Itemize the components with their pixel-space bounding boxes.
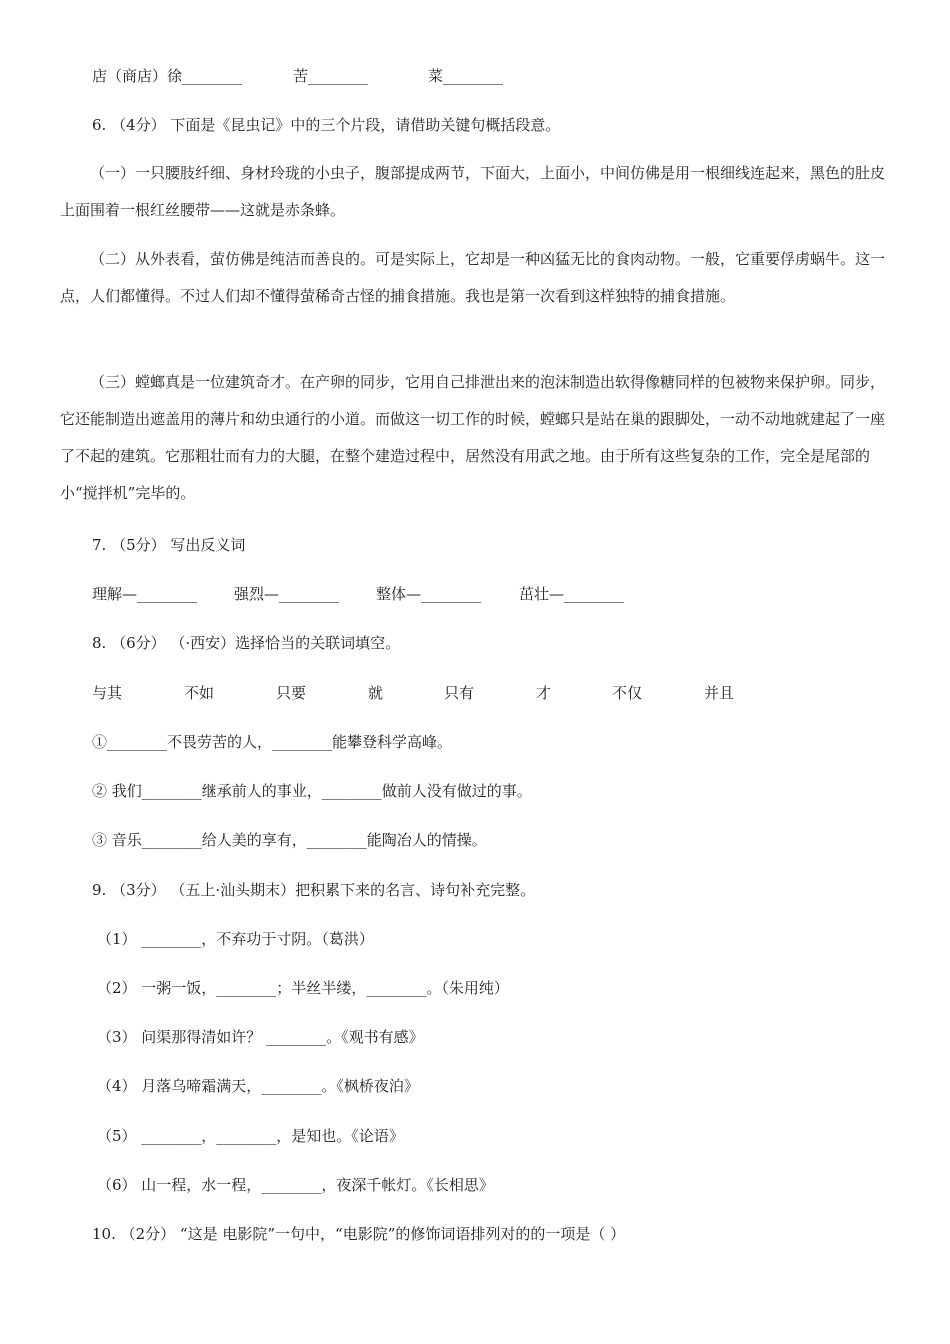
q8-word-6: 才 — [536, 684, 552, 702]
q6-paragraph-2-text: （二）从外表看，萤仿佛是纯洁而善良的。可是实际上，它却是一种凶猛无比的食肉动物。一般，它重要俘虏蜗牛。这一点，人们都懂得。不过人们却不懂得萤稀奇古怪的捕食措施。我也是第一次看到这样独特的捕食措施。 — [60, 250, 886, 305]
q5-blank-3: 菜________ — [428, 67, 504, 85]
q6-paragraph-1-text: （一）一只腰肢纤细、身材玲珑的小虫子，腹部提成两节，下面大，上面小，中间仿佛是用一根细线连起来，黑色的肚皮上面围着一根红丝腰带——这就是赤条蜂。 — [60, 164, 886, 219]
q7-antonym-2: 强烈—________ — [234, 585, 340, 603]
q9-header: 9. （3分） （五上·汕头期末）把积累下来的名言、诗句补充完整。 — [92, 881, 536, 899]
q8-word-2: 不如 — [184, 684, 215, 702]
q5-blank-2: 苦________ — [293, 67, 369, 85]
q7-antonym-3: 整体—________ — [376, 585, 482, 603]
q6-paragraph-3-text: （三）螳螂真是一位建筑奇才。在产卵的同步，它用自己排泄出来的泡沫制造出软得像糖同样的包被物来保护卵。同步，它还能制造出遮盖用的薄片和幼虫通行的小道。而做这一切工作的时候，螳螂只是站在巢的跟脚处，一动不动地就建起了一座了不起的建筑。它那粗壮而有力的大腿，在整个建造过程中，居然没有用武之地。由于所有这些复杂的工作，完全是尾部的小“搅拌机”完毕的。 — [60, 373, 886, 502]
q8-header: 8. （6分） （·西安）选择恰当的关联词填空。 — [92, 634, 401, 652]
q9-item-3: （3） 问渠那得清如许？ ________。《观书有感》 — [97, 1028, 424, 1046]
q7-header: 7. （5分） 写出反义词 — [92, 536, 246, 554]
q8-word-4: 就 — [368, 684, 384, 702]
q8-word-8: 并且 — [704, 684, 735, 702]
q9-item-5: （5） ________，________，是知也。《论语》 — [97, 1127, 404, 1145]
q9-item-4: （4） 月落乌啼霜满天，________。《枫桥夜泊》 — [97, 1077, 419, 1095]
q6-paragraph-1 — [60, 155, 890, 229]
q7-antonym-1: 理解—________ — [92, 585, 198, 603]
q6-header: 6. （4分） 下面是《昆虫记》中的三个片段，请借助关键句概括段意。 — [92, 116, 561, 134]
q8-sentence-3: ③ 音乐________给人美的享有，________能陶冶人的情操。 — [92, 831, 487, 849]
q7-antonym-4: 茁壮—________ — [519, 585, 625, 603]
q8-word-5: 只有 — [444, 684, 475, 702]
q10-header: 10. （2分） “这是 电影院”一句中，“电影院”的修饰词语排列对的的一项是（ ） — [92, 1225, 626, 1243]
q8-word-3: 只要 — [276, 684, 307, 702]
q9-item-2: （2） 一粥一饭，________；半丝半缕，________。（朱用纯） — [97, 979, 509, 997]
q8-sentence-2: ② 我们________继承前人的事业，________做前人没有做过的事。 — [92, 782, 532, 800]
q9-item-6: （6） 山一程，水一程，________，夜深千帐灯。《长相思》 — [97, 1176, 494, 1194]
q6-paragraph-2 — [60, 241, 890, 315]
q5-blank-1: 店（商店）徐________ — [92, 67, 243, 85]
q6-paragraph-3 — [60, 364, 890, 512]
q8-word-1: 与其 — [92, 684, 123, 702]
q9-item-1: （1） ________，不弃功于寸阴。（葛洪） — [97, 930, 374, 948]
q8-word-7: 不仅 — [612, 684, 643, 702]
q8-sentence-1: ①________不畏劳苦的人，________能攀登科学高峰。 — [92, 733, 453, 751]
